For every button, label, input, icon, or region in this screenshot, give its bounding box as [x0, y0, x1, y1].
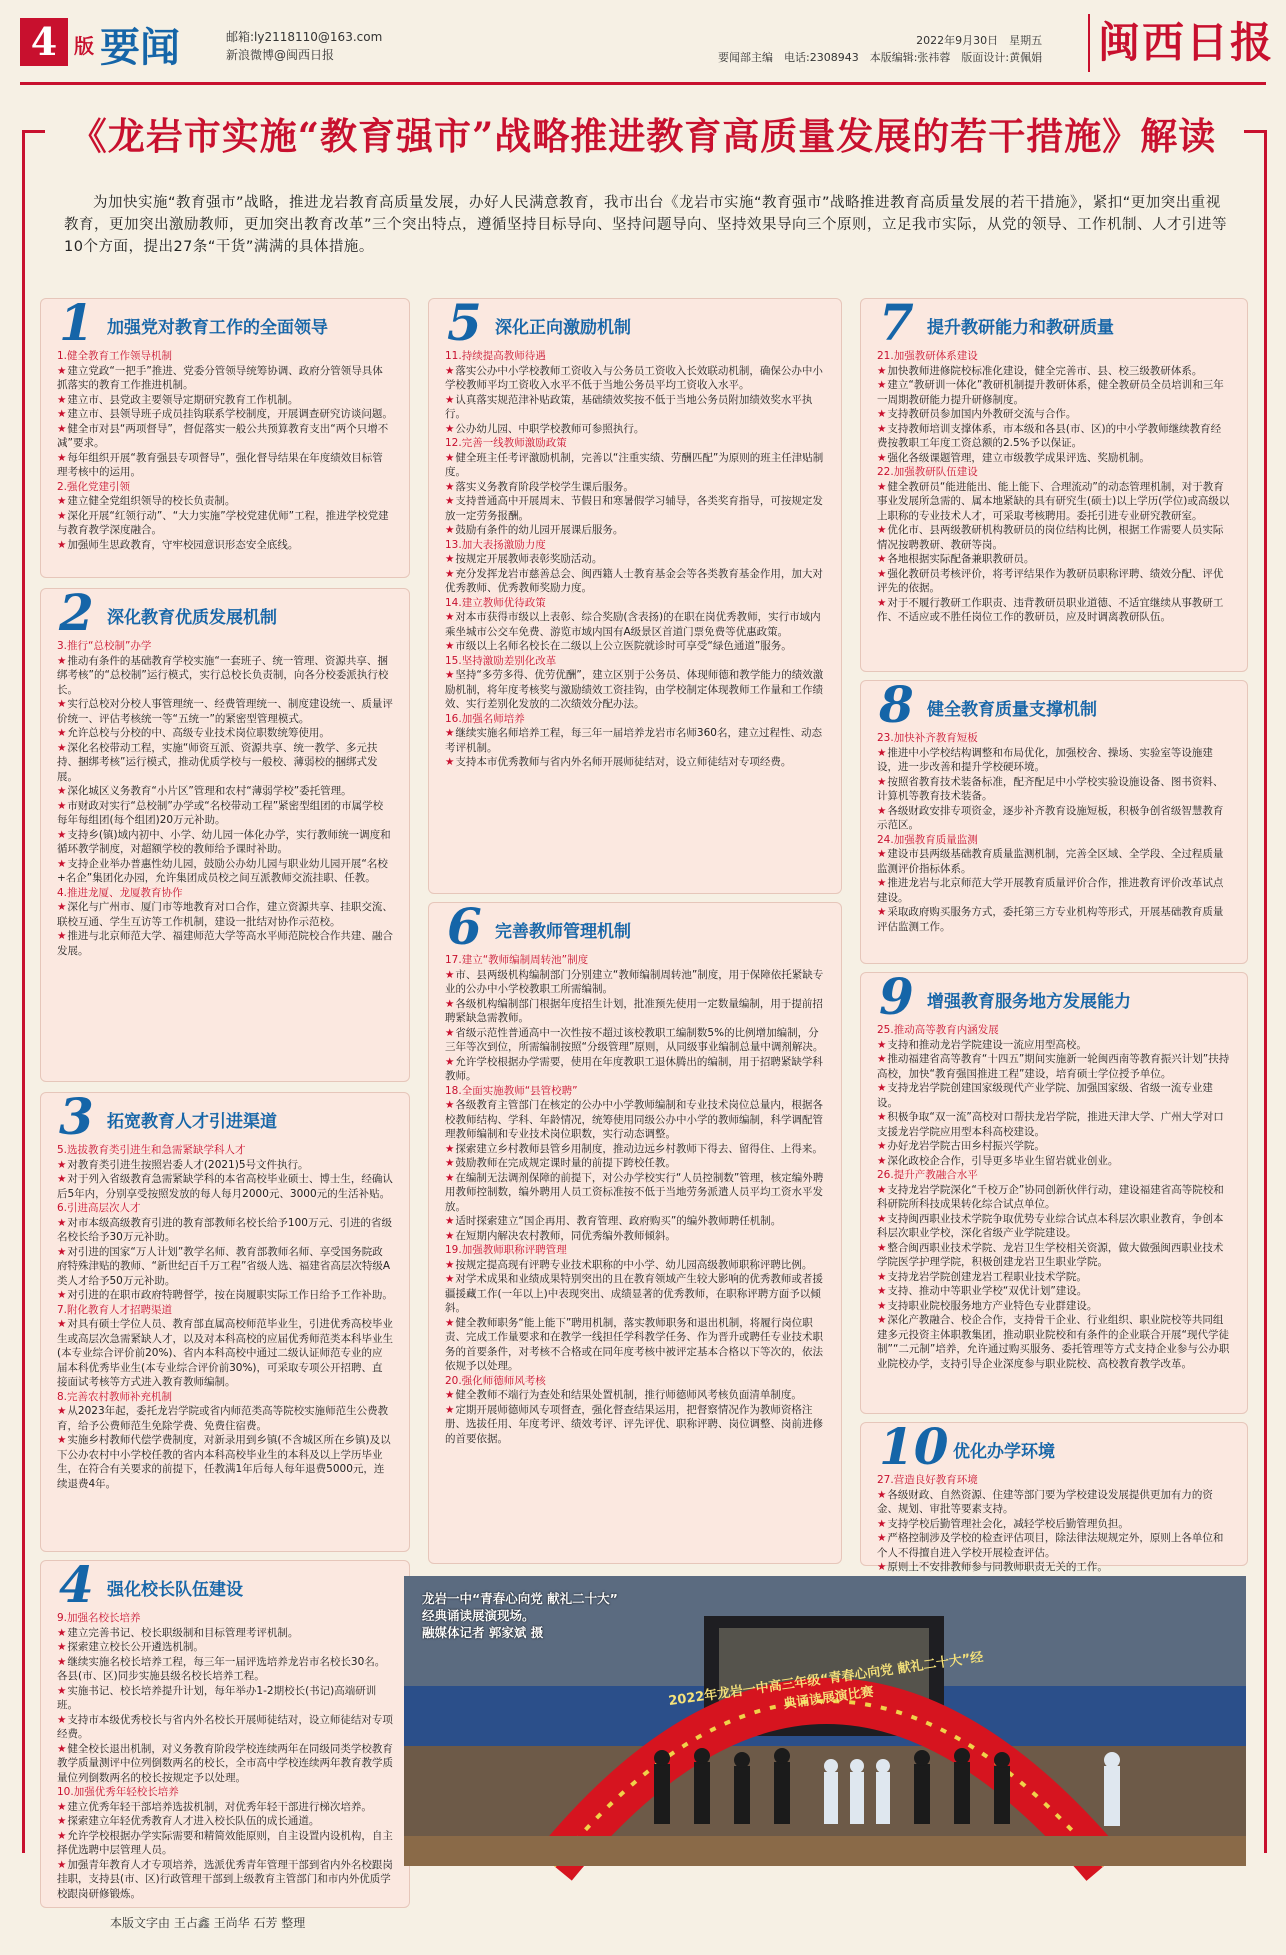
contact-info	[226, 28, 382, 64]
measure-item: ★ 支持龙岩学院创建龙岩工程职业技术学院。	[877, 1270, 1231, 1285]
measure-heading: 16.加强名师培养	[445, 712, 525, 725]
masthead-rule	[20, 82, 1266, 85]
measure-item: ★ 办好龙岩学院古田乡村振兴学院。	[877, 1139, 1231, 1154]
measure-item: ★ 充分发挥龙岩市慈善总会、闽西籍人士教育基金会等各类教育基金作用，加大对优秀教师、优秀教师奖励力度。	[445, 567, 825, 596]
event-photo	[404, 1576, 1246, 1866]
measure-item: ★ 加快教师进修院校标准化建设，健全完善市、县、校三级教研体系。	[877, 364, 1231, 379]
section-header	[41, 1555, 409, 1614]
section-header	[429, 293, 841, 352]
measure-item: ★ 深化政校企合作，引导更多毕业生留岩就业创业。	[877, 1154, 1231, 1169]
section-number: 6	[447, 897, 482, 956]
weibo-text: 新浪微博@闽西日报	[226, 48, 335, 62]
measure-item: ★ 省级示范性普通高中一次性按不超过该校教职工编制数5%的比例增加编制，分三年等次到位，所需编制按照“分级管理”原则，从同级事业编制总量中调剂解决。	[445, 1026, 825, 1055]
measure-item: ★ 实施书记、校长培养提升计划，每年举办1-2期校长(书记)高端研训班。	[57, 1684, 393, 1713]
newspaper-logo: 闽西日报	[1088, 14, 1274, 72]
editor-text: 要闻部主编 电话:2308943 本版编辑:张祎蓉 版面设计:黄佩娟	[718, 51, 1043, 64]
section-number: 5	[447, 293, 482, 352]
measure-heading: 17.建立“教师编制周转池”制度	[445, 954, 589, 966]
section-title: 深化正向激励机制	[495, 318, 631, 338]
measure-item: ★ 强化各级课题管理，建立市级教学成果评选、奖励机制。	[877, 451, 1231, 466]
section-body	[861, 347, 1247, 633]
measure-item: ★ 建立完善书记、校长职级制和目标管理考评机制。	[57, 1626, 393, 1641]
date-text: 2022年9月30日 星期五	[916, 34, 1043, 47]
measure-item: ★ 按照省教育技术装备标准，配齐配足中小学校实验设施设备、图书资料、计算机等教育技术装备。	[877, 775, 1231, 804]
measure-item: ★ 深化开展“红领行动”、“大力实施”学校党建优师”工程，推进学校党建与教育教学深度融合。	[57, 509, 393, 538]
measure-heading: 15.坚持激励差别化改革	[445, 654, 557, 667]
measure-item: ★ 深化与广州市、厦门市等地教育对口合作，建立资源共享、挂职交流、联校互通、学生互访等工作机制，建设一批结对协作示范校。	[57, 900, 393, 929]
measure-item: ★ 公办幼儿园、中职学校教师可参照执行。	[445, 422, 825, 437]
measure-item: ★ 支持、推动中等职业学校“双优计划”建设。	[877, 1284, 1231, 1299]
section-header	[41, 293, 409, 352]
measure-item: ★ 推进龙岩与北京师范大学开展教育质量评价合作，推进教育评价改革试点建设。	[877, 876, 1231, 905]
measure-item: ★ 探索建立年轻优秀教育人才进入校长队伍的成长通道。	[57, 1814, 393, 1829]
section-card-9	[860, 967, 1248, 1414]
measure-item: ★ 建立优秀年轻干部培养选拔机制，对优秀年轻干部进行梯次培养。	[57, 1800, 393, 1815]
section-card-5	[428, 293, 842, 894]
measure-item: ★ 落实义务教育阶段学校学生课后服务。	[445, 480, 825, 495]
section-number: 8	[879, 675, 914, 734]
measure-item: ★ 鼓励教师在完成规定课时量的前提下跨校任教。	[445, 1156, 825, 1171]
measure-item: ★ 健全校长退出机制，对义务教育阶段学校连续两年在同级同类学校教育教学质量测评中位列倒数两名的校长，全市高中学校连续两年教育教学质量位列倒数两名的校长按规定予以处理。	[57, 1742, 393, 1786]
section-header	[861, 675, 1247, 734]
measure-item: ★ 优化市、县两级教研机构教研员的岗位结构比例，根据工作需要人员实际情况按聘教研、教研等岗。	[877, 523, 1231, 552]
section-number: 9	[879, 967, 914, 1026]
measure-heading: 10.加强优秀年轻校长培养	[57, 1786, 179, 1798]
measure-heading: 27.营造良好教育环境	[877, 1474, 978, 1486]
credit-line: 本版文字由 王占鑫 王尚华 石芳 整理	[110, 1916, 306, 1930]
measure-heading: 22.加强教研队伍建设	[877, 466, 978, 478]
measure-item: ★ 支持普通高中开展周末、节假日和寒暑假学习辅导，各类奖育指导，可按规定发放一定劳务报酬。	[445, 494, 825, 523]
section-title: 强化校长队伍建设	[107, 1580, 243, 1600]
section-header	[861, 293, 1247, 352]
section-body	[41, 1609, 409, 1909]
measure-item: ★ 健全教师职务“能上能下”聘用机制，落实教师职务和退出机制，将履行岗位职责、完成工作量要求和在教学一线担任学科教学任务、作为晋升或聘任专业技术职务的首要条件，对考核不合格或在同年度考核中被评定基本合格以下等次的，依法依规予以处理。	[445, 1316, 825, 1374]
measure-item: ★ 继续实施名师培养工程，每三年一届培养龙岩市名师360名，建立过程性、动态考评机制。	[445, 726, 825, 755]
photo-caption	[422, 1590, 618, 1641]
measure-item: ★ 支持职业院校服务地方产业特色专业群建设。	[877, 1299, 1231, 1314]
section-body	[429, 347, 841, 778]
section-header	[41, 1087, 409, 1146]
measure-heading: 1.健全教育工作领导机制	[57, 350, 173, 362]
section-body	[861, 1471, 1247, 1583]
measure-item: ★ 强化教研员考核评价，将考评结果作为教研员职称评聘、绩效分配、评优评先的依据。	[877, 567, 1231, 596]
section-title: 提升教研能力和教研质量	[927, 318, 1114, 338]
section-body	[41, 1141, 409, 1499]
measure-heading: 20.强化师德师风考核	[445, 1374, 546, 1387]
measure-item: ★ 市、县两级机构编制部门分别建立“教师编制周转池”制度，用于保障依托紧缺专业的公办中小学校教职工所需编制。	[445, 968, 825, 997]
measure-item: ★ 采取政府购买服务方式，委托第三方专业机构等形式，开展基础教育质量评估监测工作。	[877, 905, 1231, 934]
caption-line-3: 融媒体记者 郭家斌 摄	[422, 1625, 544, 1640]
measure-item: ★ 深化名校带动工程，实施“师资互派、资源共享、统一教学、多元扶持、捆绑考核”运行模式，推动优质学校与一般校、薄弱校的捆绑式发展。	[57, 741, 393, 785]
section-header	[861, 1417, 1247, 1476]
measure-heading: 26.提升产教融合水平	[877, 1169, 978, 1181]
measure-item: ★ 整合闽西职业技术学院、龙岩卫生学校相关资源，做大做强闽西职业技术学院医学护理学院，积极创建龙岩卫生职业学院。	[877, 1241, 1231, 1270]
measure-item: ★ 积极争取“双一流”高校对口帮扶龙岩学院，推进天津大学、广州大学对口支援龙岩学院应用型本科高校建设。	[877, 1110, 1231, 1139]
section-card-8	[860, 675, 1248, 964]
measure-item: ★ 支持闽西职业技术学院争取优势专业综合试点本科层次职业教育，争创本科层次职业学校，深化省级产业学院建设。	[877, 1212, 1231, 1241]
measure-item: ★ 支持企业举办普惠性幼儿园，鼓励公办幼儿园与职业幼儿园开展“名校+名企”集团化办园，允许集团成员校之间互派教师交流挂职、任教。	[57, 857, 393, 886]
section-number: 10	[879, 1417, 949, 1476]
measure-item: ★ 对市本级高级教育引进的教育部教师名校长给予100万元、引进的省级名校长给予30万元补助。	[57, 1216, 393, 1245]
section-title: 增强教育服务地方发展能力	[927, 992, 1131, 1012]
caption-line-2: 经典诵读展演现场。	[422, 1608, 535, 1623]
measure-heading: 18.全面实施教师“县管校聘”	[445, 1084, 578, 1097]
measure-item: ★ 健全教研员“能进能出、能上能下、合理流动”的动态管理机制，对于教育事业发展所急需的、属本地紧缺的具有研究生(硕士)以上学历(学位)或高级以上职称的专业技术人才，可采取考核聘用。委托引进专业研究教研室。	[877, 480, 1231, 524]
measure-item: ★ 推动有条件的基础教育学校实施“一套班子、统一管理、资源共享、捆绑考核”的“总校制”运行模式，实行总校长负责制，向各分校委派执行校长。	[57, 654, 393, 698]
measure-heading: 11.持续提高教师待遇	[445, 350, 546, 362]
measure-item: ★ 加强青年教育人才专项培养，选派优秀青年管理干部到省内外名校跟岗挂职，支持县(市、区)行政管理干部到上级教育主管部门和市内外优质学校跟岗研修锻炼。	[57, 1858, 393, 1902]
measure-item: ★ 在短期内解决农村教师，同优秀编外教师倾斜。	[445, 1229, 825, 1244]
measure-heading: 14.建立教师优待政策	[445, 596, 546, 609]
measure-item: ★ 推动福建省高等教育“十四五”期间实施新一轮闽西南等教育振兴计划”扶持高校，加快“教育强国推进工程”建设，培育硕士学位授予单位。	[877, 1052, 1231, 1081]
section-title: 深化教育优质发展机制	[107, 608, 277, 628]
measure-heading: 23.加快补齐教育短板	[877, 732, 978, 744]
section-body	[41, 637, 409, 966]
section-card-3	[40, 1087, 410, 1552]
measure-item: ★ 对引进的国家“万人计划”教学名师、教育部教师名师、享受国务院政府特殊津贴的教师、“新世纪百千万工程”省级人选、福建省高层次特级A类人才给予50万元补助。	[57, 1245, 393, 1289]
measure-item: ★ 支持龙岩学院深化“千校万企”协同创新伙伴行动，建设福建省高等院校和科研院所科技成果转化综合试点单位。	[877, 1183, 1231, 1212]
section-title: 要闻	[100, 24, 180, 71]
measure-item: ★ 对本市获得市级以上表彰、综合奖励(含表扬)的在职在岗优秀教师，实行市域内乘坐城市公交车免费、游览市域内国有A级景区首道门票免费等优惠政策。	[445, 610, 825, 639]
measure-item: ★ 探索建立校长公开遴选机制。	[57, 1640, 393, 1655]
section-card-1	[40, 293, 410, 578]
section-card-7	[860, 293, 1248, 672]
measure-item: ★ 各级财政、自然资源、住建等部门要为学校建设发展提供更加有力的资金、规划、审批等要素支持。	[877, 1488, 1231, 1517]
intro-paragraph: 为加快实施“教育强市”战略，推进龙岩教育高质量发展，办好人民满意教育，我市出台《龙岩市实施“教育强市”战略推进教育高质量发展的若干措施》，紧扣“更加突出重视教育，更加突出激励教师，更加突出教育改革”三个突出特点，遵循坚持目标导向、坚持问题导向、坚持效果导向三个原则，立足我市实际，从党的领导、工作机制、人才引进等10个方面，提出27条“干货”满满的具体措施。	[64, 195, 1228, 255]
measure-item: ★ 允许学校根据办学需要，使用在年度教职工退休腾出的编制，用于招聘紧缺学科教师。	[445, 1055, 825, 1084]
measure-item: ★ 每年组织开展“教育强县专项督导”，强化督导结果在年度绩效目标管理考核中的运用。	[57, 451, 393, 480]
section-title: 优化办学环境	[953, 1442, 1055, 1462]
measure-item: ★ 定期开展师德师风专项督查，强化督查结果运用，把督察情况作为教师资格注册、选拔任用、年度考评、绩效考评、评先评优、职称评聘、岗位调整、岗前进修的首要依据。	[445, 1403, 825, 1447]
measure-item: ★ 适时探索建立“国企再用、教育管理、政府购买”的编外教师聘任机制。	[445, 1214, 825, 1229]
section-title: 完善教师管理机制	[495, 922, 631, 942]
section-header	[41, 583, 409, 642]
measure-item: ★ 建立“教研训一体化”教研机制提升教研体系，健全教研员全员培训和三年一周期教研能力提升研修制度。	[877, 378, 1231, 407]
section-number: 7	[879, 293, 914, 352]
measure-heading: 13.加大表扬激励力度	[445, 538, 546, 551]
measure-item: ★ 实施乡村教师代偿学费制度，对新录用到乡镇(不含城区所在乡镇)及以下公办农村中小学校任教的省内本科高校毕业生的本科及以上学历毕业生，在符合有关要求的前提下，任教满1年后每人每年退费5000元，连续退费4年。	[57, 1433, 393, 1491]
measure-heading: 7.附化教育人才招聘渠道	[57, 1303, 173, 1316]
measure-heading: 24.加强教育质量监测	[877, 833, 978, 846]
section-number: 2	[59, 583, 94, 642]
measure-item: ★ 建立市、县领导班子成员挂钩联系学校制度，开展调查研究访谈问题。	[57, 407, 393, 422]
measure-item: ★ 按规定开展教师表彰奖励活动。	[445, 552, 825, 567]
measure-heading: 12.完善一线教师激励政策	[445, 437, 567, 449]
measure-item: ★ 建立市、县党政主要领导定期研究教育工作机制。	[57, 393, 393, 408]
measure-item: ★ 深化产教融合、校企合作，支持骨干企业、行业组织、职业院校等共同组建多元投资主体职教集团，推动职业院校和有条件的企业联合开展“现代学徒制”“二元制”培养，允许通过购买服务、委托管理等方式支持企业参与公办职业院校办学，支持引导企业深度参与职业院校、高校教育教学改革。	[877, 1313, 1231, 1371]
measure-heading: 8.完善农村教师补充机制	[57, 1390, 173, 1403]
measure-item: ★ 对于列入省级教育急需紧缺学科的本省高校毕业硕士、博士生，经确认后5年内，分别享受按照发放的每人每月2000元、3000元的生活补贴。	[57, 1172, 393, 1201]
measure-item: ★ 健全教师不端行为查处和结果处置机制，推行师德师风考核负面清单制度。	[445, 1388, 825, 1403]
measure-item: ★ 鼓励有条件的幼儿园开展课后服务。	[445, 523, 825, 538]
measure-item: ★ 建立党政“一把手”推进、党委分管领导统筹协调、政府分管领导具体抓落实的教育工作推进机制。	[57, 364, 393, 393]
measure-item: ★ 探索建立乡村教师县管乡用制度，推动边远乡村教师下得去、留得住、上得来。	[445, 1142, 825, 1157]
measure-item: ★ 原则上不安排教师参与同教师职责无关的工作。	[877, 1560, 1231, 1575]
section-header	[861, 967, 1247, 1026]
measure-item: ★ 市级以上名师名校长在二级以上公立医院就诊时可享受“绿色通道”服务。	[445, 639, 825, 654]
measure-heading: 6.引进高层次人才	[57, 1202, 141, 1214]
measure-item: ★ 健全班主任考评激励机制，完善以“注重实绩、劳酬匹配”为原则的班主任津贴制度。	[445, 451, 825, 480]
measure-item: ★ 各地根据实际配备兼职教研员。	[877, 552, 1231, 567]
measure-item: ★ 支持和推动龙岩学院建设一流应用型高校。	[877, 1038, 1231, 1053]
section-body	[41, 347, 409, 560]
measure-item: ★ 市财政对实行“总校制”办学或“名校带动工程”紧密型组团的市属学校每年每组团(每个组团)20万元补助。	[57, 799, 393, 828]
measure-heading: 9.加强名校长培养	[57, 1612, 141, 1624]
page-number: 4	[20, 18, 68, 66]
measure-item: ★ 对引进的在职市政府特聘督学，按在岗履职实际工作日给予工作补助。	[57, 1288, 393, 1303]
measure-item: ★ 支持龙岩学院创建国家级现代产业学院、加强国家级、省级一流专业建设。	[877, 1081, 1231, 1110]
section-number: 1	[59, 293, 94, 352]
measure-heading: 2.强化党建引领	[57, 480, 131, 493]
measure-item: ★ 继续实施名校长培养工程，每三年一届评选培养龙岩市名校长30名。各县(市、区)同步实施县级名校长培养工程。	[57, 1655, 393, 1684]
measure-item: ★ 认真落实规范津补贴政策，基础绩效奖按不低于当地公务员附加绩效奖水平执行。	[445, 393, 825, 422]
page-label: 版	[74, 34, 94, 58]
measure-item: ★ 实行总校对分校人事管理统一、经费管理统一、制度建设统一、质量评价统一、评估考核统一等“五统一”的紧密型管理模式。	[57, 697, 393, 726]
measure-item: ★ 对于不履行教研工作职责、违背教研员职业道德、不适宜继续从事教研工作、不适应或不胜任岗位工作的教研员，应及时调离教研队伍。	[877, 596, 1231, 625]
measure-item: ★ 建立健全党组织领导的校长负责制。	[57, 494, 393, 509]
caption-line-1: 龙岩一中“青春心向党 献礼二十大”	[422, 1591, 618, 1606]
measure-item: ★ 支持乡(镇)域内初中、小学、幼儿园一体化办学，实行教师统一调度和循环教学制度，对超额学校的教师给予课时补助。	[57, 828, 393, 857]
measure-item: ★ 各级教育主管部门在核定的公办中小学教师编制和专业技术岗位总量内，根据各校教师结构、学科、年龄情况，统筹使用同级公办中小学的教师编制，科学调配管理教师编制和专业技术岗位职数，实行动态调整。	[445, 1098, 825, 1142]
section-body	[861, 729, 1247, 942]
section-body	[861, 1021, 1247, 1379]
edition-info	[718, 32, 1042, 66]
section-card-10	[860, 1417, 1248, 1573]
measure-item: ★ 坚持“多劳多得、优劳优酬”，建立区别于公务员、体现师德和教学能力的绩效激励机制，将年度考核奖与激励绩效工资挂钩，由学校制定体现教师工作量和工作绩效、实行差别化发放的二次绩效分配办法。	[445, 668, 825, 712]
measure-item: ★ 在编制无法调剂保障的前提下，对公办学校实行“人员控制数”管理，核定编外聘用教师控制数，编外聘用人员工资标准按不低于当地劳务派遣人员平均工资水平发放。	[445, 1171, 825, 1215]
measure-item: ★ 从2023年起，委托龙岩学院或省内师范类高等院校实施师范生公费教育，给予公费师范生免除学费、免费住宿费。	[57, 1404, 393, 1433]
measure-item: ★ 允许总校与分校的中、高级专业技术岗位职数统筹使用。	[57, 726, 393, 741]
measure-heading: 19.加强教师职称评聘管理	[445, 1244, 567, 1256]
measure-item: ★ 推进与北京师范大学、福建师范大学等高水平师范院校合作共建、融合发展。	[57, 929, 393, 958]
measure-item: ★ 支持市本级优秀校长与省内外名校长开展师徒结对，设立师徒结对专项经费。	[57, 1713, 393, 1742]
measure-heading: 25.推动高等教育内涵发展	[877, 1024, 999, 1036]
measure-item: ★ 支持本市优秀教师与省内外名师开展师徒结对，设立师徒结对专项经费。	[445, 755, 825, 770]
section-number: 4	[59, 1555, 94, 1614]
measure-item: ★ 加强师生思政教育，守牢校园意识形态安全底线。	[57, 538, 393, 553]
measure-item: ★ 允许学校根据办学实际需要和精简效能原则，自主设置内设机构，自主择优选聘中层管理人员。	[57, 1829, 393, 1858]
measure-item: ★ 对具有硕士学位人员、教育部直属高校师范毕业生，引进优秀高校毕业生或高层次急需紧缺人才，以及对本科高校的应届优秀师范类本科毕业生(本专业综合评价前20%)、省内本科高校中通过二级认证师范专业的应届本科优秀毕业生(本专业综合评价前30%)，可采取专项公开招聘、直接面试考核等方式进入教育教师编制。	[57, 1317, 393, 1390]
measure-heading: 5.选拔教育类引进生和急需紧缺学科人才	[57, 1144, 246, 1156]
measure-item: ★ 推进中小学校结构调整和布局优化，加强校舍、操场、实验室等设施建设，进一步改善和提升学校硬环境。	[877, 746, 1231, 775]
section-header	[429, 897, 841, 956]
section-number: 3	[59, 1087, 94, 1146]
measure-item: ★ 各级机构编制部门根据年度招生计划，批准预先使用一定数量编制，用于提前招聘紧缺急需教师。	[445, 997, 825, 1026]
section-title: 健全教育质量支撑机制	[927, 700, 1097, 720]
email-text: 邮箱:ly2118110@163.com	[226, 30, 383, 44]
measure-item: ★ 按规定提高现有评聘专业技术职称的中小学、幼儿园高级教师职称评聘比例。	[445, 1258, 825, 1273]
measure-heading: 21.加强教研体系建设	[877, 350, 978, 362]
arch-banner-text: 2022年龙岩一中高三年级“青春心向党 献礼二十大”经典诵读展演比赛	[667, 1650, 985, 1713]
section-title: 加强党对教育工作的全面领导	[107, 318, 328, 338]
measure-item: ★ 严格控制涉及学校的检查评估项目，除法律法规规定外，原则上各单位和个人不得擅自进入学校开展检查评估。	[877, 1531, 1231, 1560]
measure-item: ★ 支持教师培训支撑体系，市本级和各县(市、区)的中小学教师继续教育经费按教职工年度工资总额的2.5%予以保证。	[877, 422, 1231, 451]
measure-heading: 3.推行“总校制”办学	[57, 640, 152, 652]
measure-item: ★ 建设市县两级基础教育质量监测机制，完善全区域、全学段、全过程质量监测评价指标体系。	[877, 847, 1231, 876]
section-body	[429, 951, 841, 1454]
section-card-4	[40, 1555, 410, 1908]
headline: 《龙岩市实施“教育强市”战略推进教育高质量发展的若干措施》解读	[69, 114, 1217, 158]
section-card-6	[428, 897, 842, 1564]
measure-item: ★ 支持教研员参加国内外教研交流与合作。	[877, 407, 1231, 422]
measure-heading: 4.推进龙厦、龙厦教育协作	[57, 886, 183, 899]
measure-item: ★ 各级财政安排专项资金，逐步补齐教育设施短板，积极争创省级智慧教育示范区。	[877, 804, 1231, 833]
section-title: 拓宽教育人才引进渠道	[107, 1112, 277, 1132]
section-card-2	[40, 583, 410, 1082]
measure-item: ★ 对教育类引进生按照岩委人才(2021)5号文件执行。	[57, 1158, 393, 1173]
measure-item: ★ 健全市对县“两项督导”，督促落实一般公共预算教育支出“两个只增不减”要求。	[57, 422, 393, 451]
measure-item: ★ 落实公办中小学校教师工资收入与公务员工资收入长效联动机制，确保公办中小学校教师平均工资收入水平不低于当地公务员平均工资收入水平。	[445, 364, 825, 393]
measure-item: ★ 支持学校后勤管理社会化，减轻学校后勤管理负担。	[877, 1517, 1231, 1532]
measure-item: ★ 深化城区义务教育“小片区”管理和农村“薄弱学校”委托管理。	[57, 784, 393, 799]
measure-item: ★ 对学术成果和业绩成果特别突出的且在教育领域产生较大影响的优秀教师或者援疆援藏工作(一年以上)中表现突出、成绩显著的优秀教师，在职称评聘方面予以倾斜。	[445, 1272, 825, 1316]
